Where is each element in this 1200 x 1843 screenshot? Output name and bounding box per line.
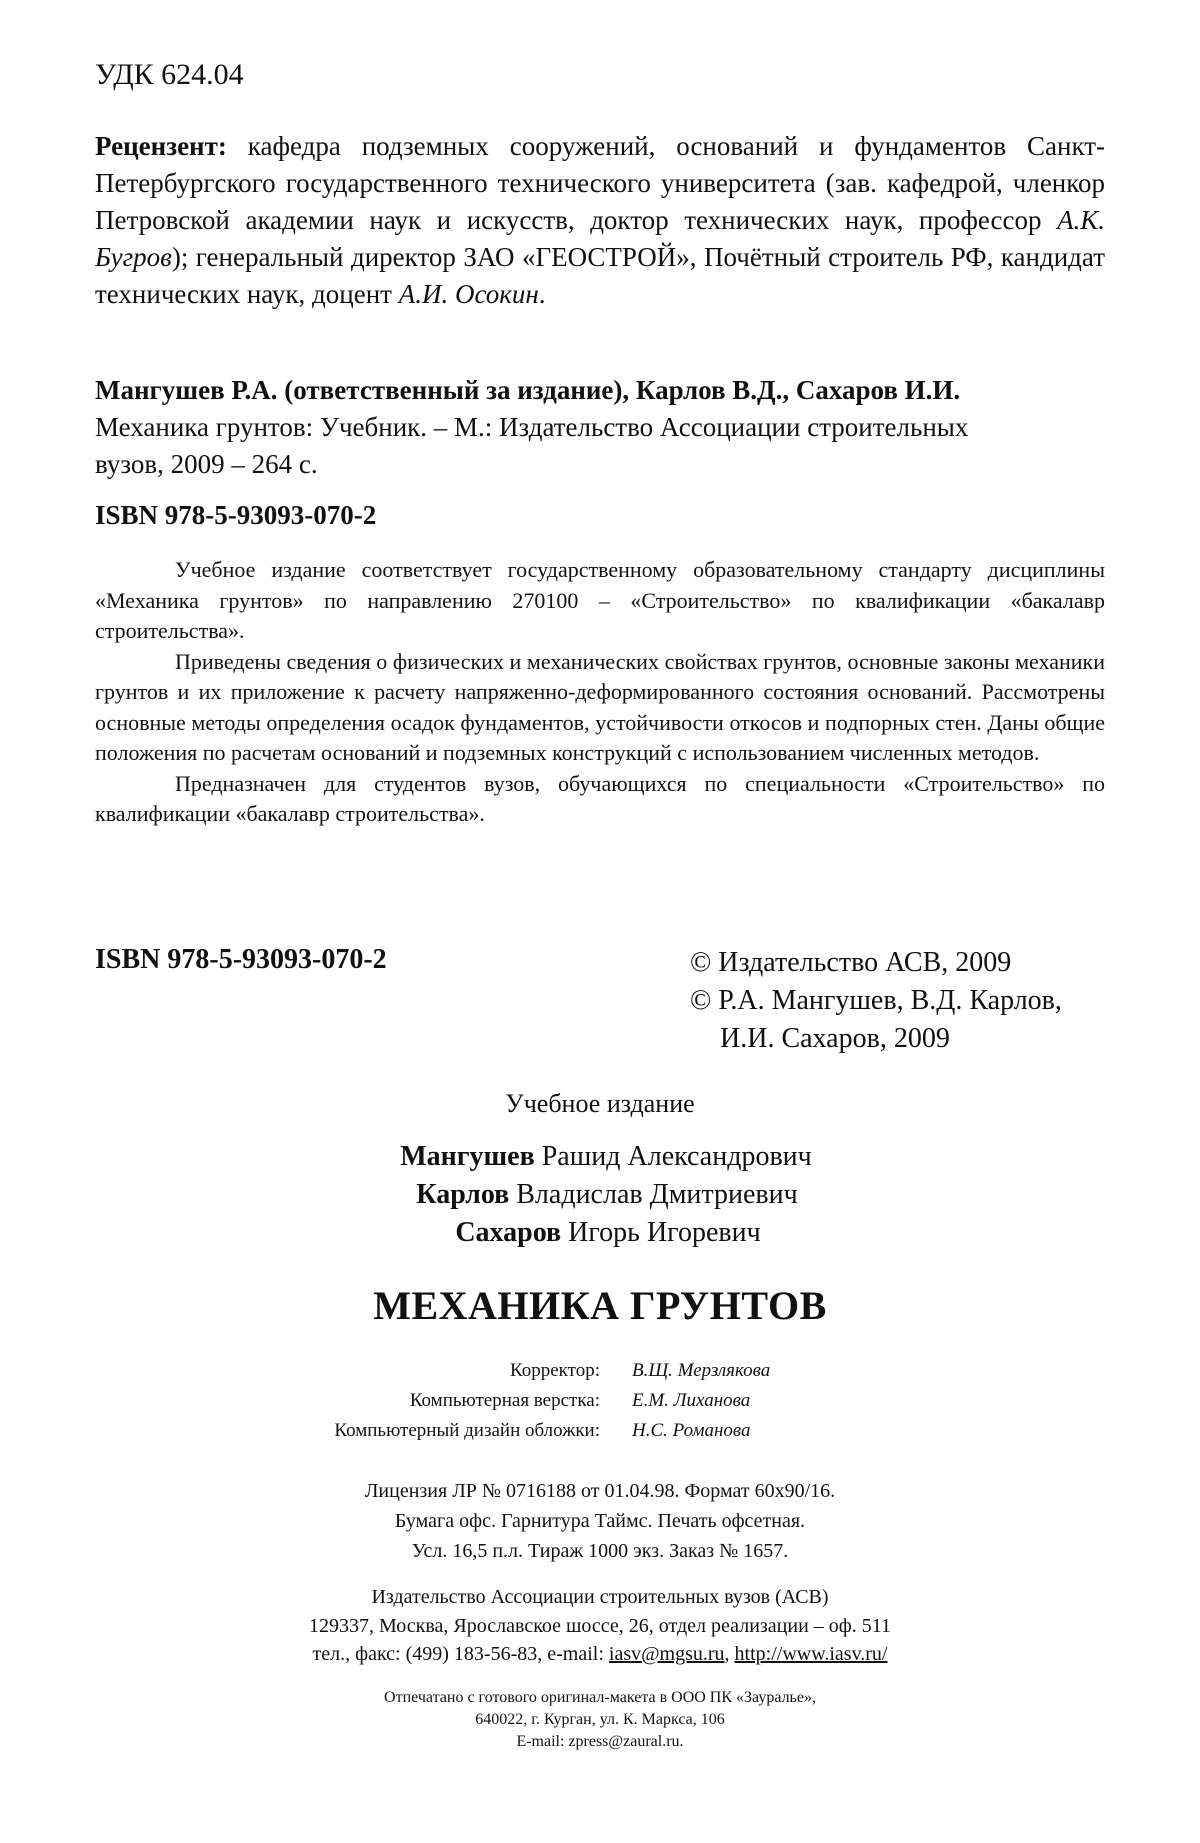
staff-row — [200, 1356, 770, 1386]
staff-name: В.Щ. Мерзлякова — [632, 1360, 771, 1381]
staff-row — [200, 1416, 770, 1446]
author-2-given: Владислав Дмитриевич — [516, 1179, 798, 1210]
abstract-paragraph-3: Предназначен для студентов вузов, обучающихся по специальности «Строительство» по квалификации «бакалавр строительства». — [95, 770, 1105, 826]
copyright-line-1: © Издательство АСВ, 2009 — [690, 947, 1012, 978]
reviewer-text-1: кафедра подземных сооружений, оснований и фундаментов Санкт-Петербургского государственного технического университета (зав. кафедрой, членкор Петровской академии наук и искусств, доктор технических наук, профессор — [95, 131, 1105, 235]
citation-authors-text: Мангушев Р.А. (ответственный за издание), Карлов В.Д., Сахаров И.И. — [95, 375, 961, 405]
isbn-top — [95, 500, 1105, 531]
citation-line-3: вузов, 2009 – 264 с. — [95, 449, 318, 479]
staff-name: Е.М. Лиханова — [632, 1390, 751, 1411]
copyright-line-2: © Р.А. Мангушев, В.Д. Карлов, — [690, 985, 1062, 1016]
production-staff — [200, 1356, 770, 1446]
license-line-3: Усл. 16,5 п.л. Тираж 1000 экз. Заказ № 1657. — [411, 1540, 789, 1562]
publisher-info — [0, 1583, 1200, 1669]
author-1 — [12, 1138, 1200, 1176]
reviewer-text-2: ); генеральный директор ЗАО «ГЕОСТРОЙ», Почётный строитель РФ, кандидат технических наук, доцент — [95, 242, 1105, 309]
staff-role: Корректор: — [510, 1360, 600, 1381]
abstract-paragraph-1: Учебное издание соответствует государственному образовательному стандарту дисциплины «Механика грунтов» по направлению 270100 – «Строительство» по квалификации «бакалавр строительства». — [95, 557, 1105, 643]
staff-role: Компьютерный дизайн обложки: — [334, 1420, 600, 1441]
author-3-given: Игорь Игоревич — [568, 1217, 761, 1248]
license-info — [0, 1476, 1200, 1566]
printer-line-1: Отпечатано с готового оригинал-макета в ООО ПК «Зауралье», — [384, 1689, 816, 1706]
printer-line-3: E-mail: zpress@zaural.ru. — [516, 1733, 684, 1750]
isbn-bottom-text: ISBN 978-5-93093-070-2 — [95, 944, 387, 975]
printer-info — [0, 1687, 1200, 1753]
staff-row — [200, 1386, 770, 1416]
author-3-surname: Сахаров — [455, 1217, 562, 1248]
isbn-top-text: ISBN 978-5-93093-070-2 — [95, 500, 377, 530]
abstract — [95, 555, 1105, 830]
copyright-block — [690, 944, 1110, 1058]
author-1-given: Рашид Александрович — [541, 1141, 812, 1172]
publisher-phone: тел., факс: (499) 183-56-83, e-mail: — [312, 1643, 609, 1665]
author-1-surname: Мангушев — [400, 1141, 535, 1172]
publisher-name: Издательство Ассоциации строительных вузов (АСВ) — [371, 1586, 829, 1608]
bibliographic-citation — [95, 372, 1105, 483]
reviewer-text-3: . — [538, 279, 546, 309]
publisher-separator: , — [724, 1643, 735, 1665]
book-title: МЕХАНИКА ГРУНТОВ — [373, 1283, 827, 1328]
reviewer-paragraph — [95, 128, 1105, 313]
license-line-2: Бумага офс. Гарнитура Таймс. Печать офсетная. — [394, 1510, 806, 1532]
publisher-email-link[interactable]: iasv@mgsu.ru — [608, 1643, 725, 1665]
license-line-1: Лицензия ЛР № 0716188 от 01.04.98. Формат 60х90/16. — [364, 1480, 836, 1502]
staff-name: Н.С. Романова — [632, 1420, 751, 1441]
copyright-line-3: И.И. Сахаров, 2009 — [720, 1023, 950, 1054]
reviewer-name-2: А.И. Осокин — [398, 279, 539, 309]
publisher-website-link[interactable]: http://www.iasv.ru/ — [734, 1643, 888, 1665]
staff-role: Компьютерная верстка: — [409, 1390, 600, 1411]
author-2 — [14, 1176, 1200, 1214]
publisher-address: 129337, Москва, Ярославское шоссе, 26, отдел реализации – оф. 511 — [308, 1614, 891, 1637]
citation-line-2: Механика грунтов: Учебник. – М.: Издательство Ассоциации строительных — [95, 412, 969, 442]
printer-line-2: 640022, г. Курган, ул. К. Маркса, 106 — [475, 1711, 725, 1728]
edition-type: Учебное издание — [505, 1089, 695, 1118]
author-2-surname: Карлов — [416, 1179, 510, 1210]
reviewer-name-1: А.К. Бугров — [95, 205, 1105, 272]
authors-full-names — [0, 1138, 1200, 1252]
udk-code: УДК 624.04 — [95, 58, 244, 91]
abstract-paragraph-2: Приведены сведения о физических и механических свойствах грунтов, основные законы механики грунтов и их приложение к расчету напряженно-деформированного состояния оснований. Рассмотрены основные методы определения осадок фундаментов, устойчивости откосов и подпорных стен. Даны общие положения по расчетам оснований и подземных конструкций с использованием численных методов. — [95, 648, 1105, 765]
author-3 — [16, 1214, 1200, 1252]
citation-authors — [95, 372, 1105, 409]
reviewer-label: Рецензент: — [95, 131, 227, 161]
publisher-contacts — [0, 1640, 1200, 1669]
